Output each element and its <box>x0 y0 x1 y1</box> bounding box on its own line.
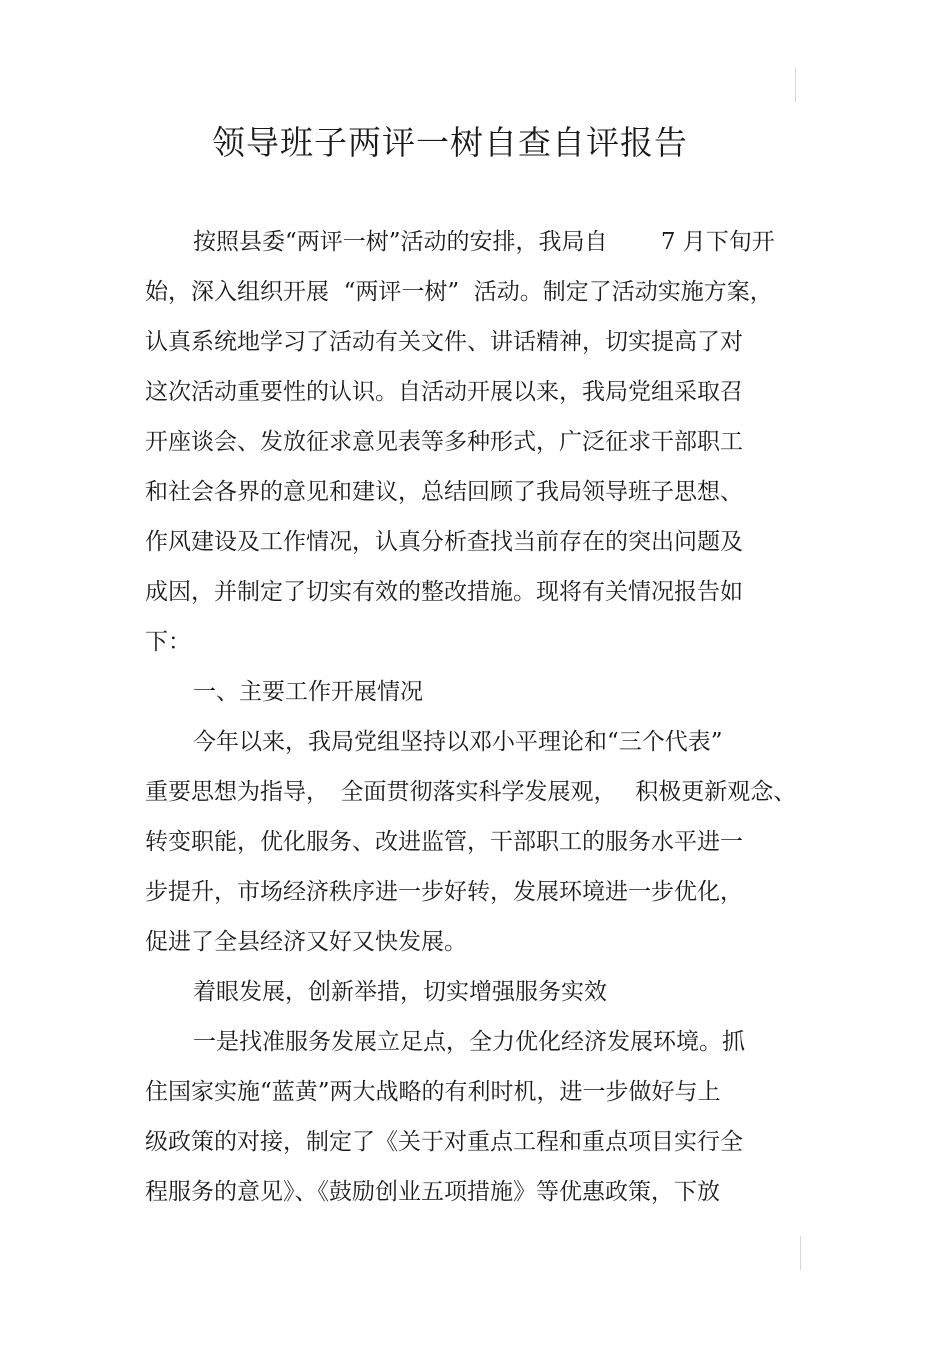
paragraph-line: 这次活动重要性的认识。自活动开展以来，我局党组采取召 <box>145 379 743 405</box>
paragraph-line: 步提升，市场经济秩序进一步好转，发展环境进一步优化， <box>145 879 743 905</box>
paragraph-line: 程服务的意见》、《鼓励创业五项措施》等优惠政策，下放 <box>145 1179 720 1205</box>
page-edge-mark-bottom <box>800 1236 801 1270</box>
paragraph-line: 重要思想为指导， 全面贯彻落实科学发展观， 积极更新观念、 <box>145 779 797 805</box>
paragraph-line: 转变职能，优化服务、改进监管，干部职工的服务水平进一 <box>145 829 743 855</box>
paragraph-line: 认真系统地学习了活动有关文件、讲话精神，切实提高了对 <box>145 329 743 355</box>
paragraph-line: 一是找准服务发展立足点，全力优化经济发展环境。抓 <box>193 1029 745 1055</box>
paragraph-line: 今年以来，我局党组坚持以邓小平理论和“三个代表” <box>193 729 723 755</box>
document-title: 领导班子两评一树自查自评报告 <box>212 123 688 162</box>
subsection-heading: 着眼发展，创新举措，切实增强服务实效 <box>193 979 607 1005</box>
paragraph-line: 成因，并制定了切实有效的整改措施。现将有关情况报告如 <box>145 579 743 605</box>
paragraph-line: 始，深入组织开展 “两评一树” 活动。制定了活动实施方案， <box>145 279 773 305</box>
paragraph-line: 和社会各界的意见和建议，总结回顾了我局领导班子思想、 <box>145 479 743 505</box>
paragraph-line: 住国家实施“蓝黄”两大战略的有利时机，进一步做好与上 <box>145 1079 721 1105</box>
paragraph-line: 开座谈会、发放征求意见表等多种形式，广泛征求干部职工 <box>145 429 743 455</box>
paragraph-line: 下： <box>145 629 191 655</box>
paragraph-line: 作风建设及工作情况，认真分析查找当前存在的突出问题及 <box>145 529 743 555</box>
paragraph-line: 按照县委“两评一树”活动的安排，我局自 7 月下旬开 <box>193 229 775 255</box>
section-heading: 一、主要工作开展情况 <box>193 679 423 705</box>
page-edge-mark-top <box>795 68 796 102</box>
paragraph-line: 促进了全县经济又好又快发展。 <box>145 929 467 955</box>
paragraph-line: 级政策的对接，制定了《关于对重点工程和重点项目实行全 <box>145 1129 743 1155</box>
